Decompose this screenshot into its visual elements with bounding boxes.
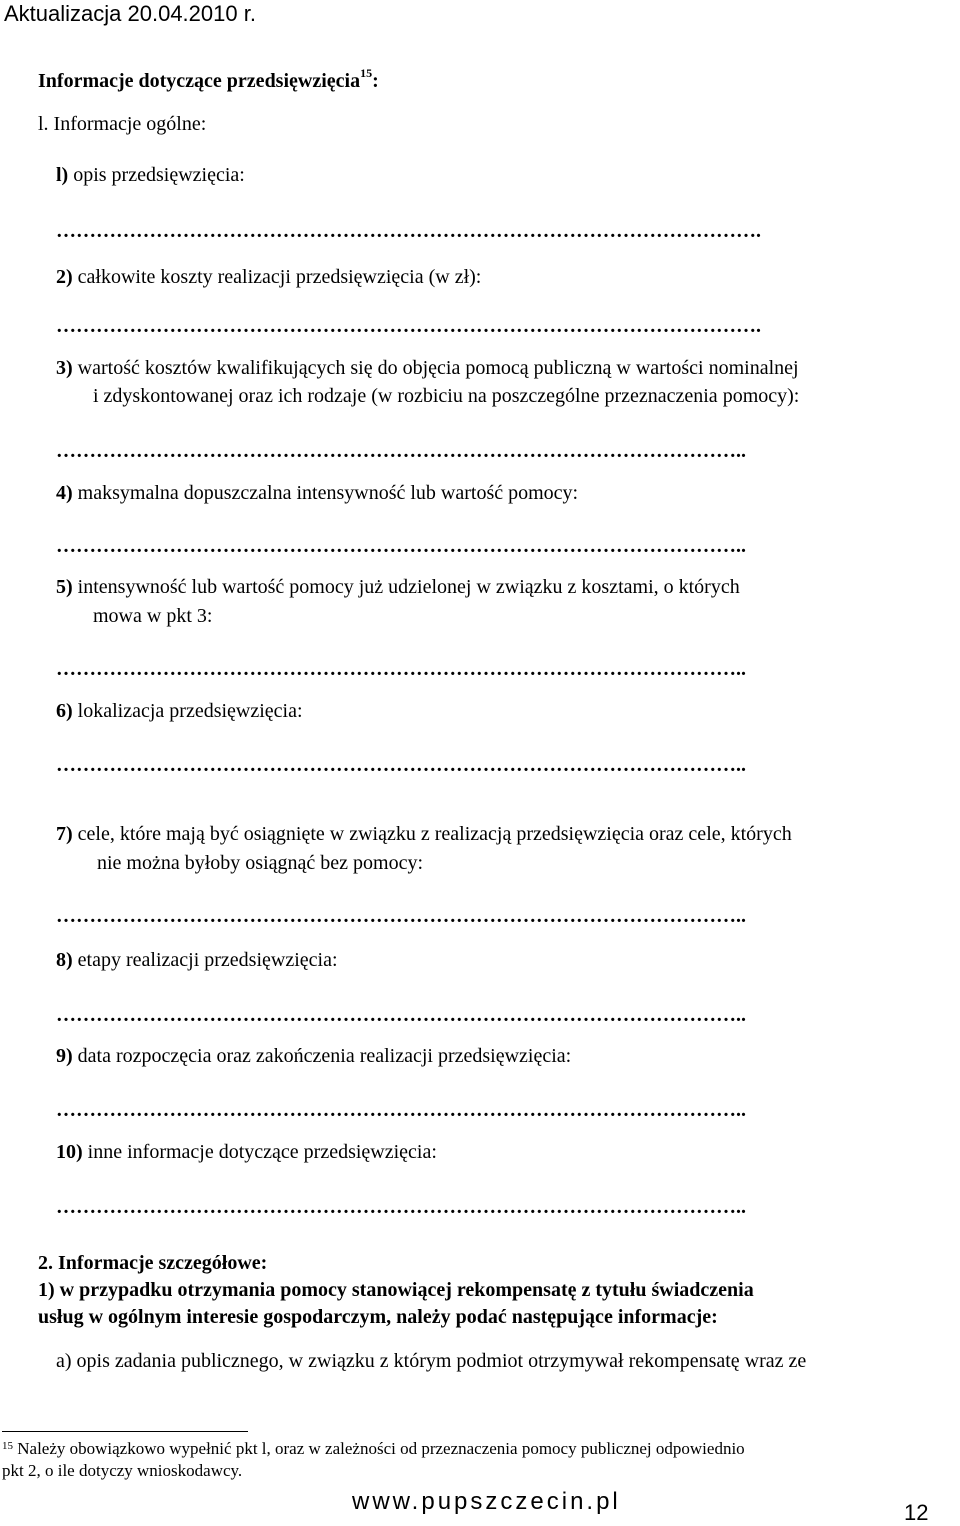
item-label: opis przedsięwzięcia: (73, 164, 245, 186)
item-9-fill-line: ………………………………………………………………………………………….. (56, 1099, 746, 1121)
item-number: 4) (56, 482, 73, 504)
item-2 (56, 264, 481, 290)
item-7-fill-line: ………………………………………………………………………………………….. (56, 905, 746, 927)
item-3-fill-line: ………………………………………………………………………………………….. (56, 440, 746, 462)
main-heading (38, 66, 379, 93)
footer-url: www.pupszczecin.pl (352, 1488, 621, 1515)
footnote-number: 15 (2, 1440, 13, 1452)
item-label: całkowite koszty realizacji przedsięwzięcia (w zł): (77, 266, 482, 288)
item-7-line2: nie można byłoby osiągnąć bez pomocy: (97, 852, 424, 874)
item-label: maksymalna dopuszczalna intensywność lub wartość pomocy: (77, 482, 579, 504)
item-9 (56, 1043, 571, 1069)
item-label: etapy realizacji przedsięwzięcia: (77, 949, 338, 971)
section1-heading: l. Informacje ogólne: (38, 113, 207, 135)
item-label: inne informacje dotyczące przedsięwzięcia: (87, 1141, 437, 1163)
item-2-fill-line: ……………………………………………………………………………………………. (56, 315, 761, 337)
item-number: 10) (56, 1141, 83, 1163)
page-number: 12 (904, 1500, 929, 1525)
item-5 (56, 574, 740, 600)
item-5-fill-line: ………………………………………………………………………………………….. (56, 658, 746, 680)
item-4-fill-line: ………………………………………………………………………………………….. (56, 535, 746, 557)
item-7 (56, 821, 792, 847)
section2-item-a: a) opis zadania publicznego, w związku z którym podmiot otrzymywał rekompensatę wraz ze (56, 1350, 807, 1372)
footnote-line2: pkt 2, o ile dotyczy wnioskodawcy. (2, 1461, 243, 1480)
update-date-header: Aktualizacja 20.04.2010 r. (4, 1, 256, 26)
item-8-fill-line: ………………………………………………………………………………………….. (56, 1004, 746, 1026)
footnote-separator (2, 1431, 248, 1432)
item-6 (56, 698, 303, 724)
item-number: 5) (56, 576, 73, 598)
item-8 (56, 947, 338, 973)
item-6-fill-line: ………………………………………………………………………………………….. (56, 754, 746, 776)
item-3-line2: i zdyskontowanej oraz ich rodzaje (w rozbiciu na poszczególne przeznaczenia pomocy): (93, 385, 800, 407)
item-label: data rozpoczęcia oraz zakończenia realizacji przedsięwzięcia: (77, 1045, 572, 1067)
item-5-line2: mowa w pkt 3: (93, 605, 213, 627)
item-1-fill-line: ……………………………………………………………………………………………. (56, 220, 761, 242)
footnote-ref: 15 (360, 66, 373, 80)
section2-sub1-line1: 1) w przypadku otrzymania pomocy stanowiącej rekompensatę z tytułu świadczenia (38, 1279, 754, 1301)
item-number: l) (56, 164, 69, 186)
item-label: lokalizacja przedsięwzięcia: (77, 700, 303, 722)
item-number: 8) (56, 949, 73, 971)
item-3 (56, 355, 799, 381)
item-number: 6) (56, 700, 73, 722)
main-heading-text: Informacje dotyczące przedsięwzięcia (38, 70, 361, 92)
section2-heading: 2. Informacje szczegółowe: (38, 1252, 268, 1274)
item-number: 9) (56, 1045, 73, 1067)
item-number: 2) (56, 266, 73, 288)
item-label: wartość kosztów kwalifikujących się do objęcia pomocą publiczną w wartości nominalnej (77, 357, 799, 379)
item-label: cele, które mają być osiągnięte w związku z realizacją przedsięwzięcia oraz cele, których (77, 823, 792, 845)
item-1 (56, 162, 245, 188)
footnote-line1 (2, 1438, 745, 1460)
footnote-text: Należy obowiązkowo wypełnić pkt l, oraz w zależności od przeznaczenia pomocy publicznej odpowiednio (13, 1439, 745, 1458)
item-label: intensywność lub wartość pomocy już udzielonej w związku z kosztami, o których (77, 576, 740, 598)
item-10-fill-line: ………………………………………………………………………………………….. (56, 1196, 746, 1218)
item-number: 7) (56, 823, 73, 845)
item-10 (56, 1139, 437, 1165)
item-4 (56, 480, 578, 506)
section2-sub1-line2: usług w ogólnym interesie gospodarczym, należy podać następujące informacje: (38, 1306, 718, 1328)
main-heading-colon: : (372, 70, 379, 92)
item-number: 3) (56, 357, 73, 379)
